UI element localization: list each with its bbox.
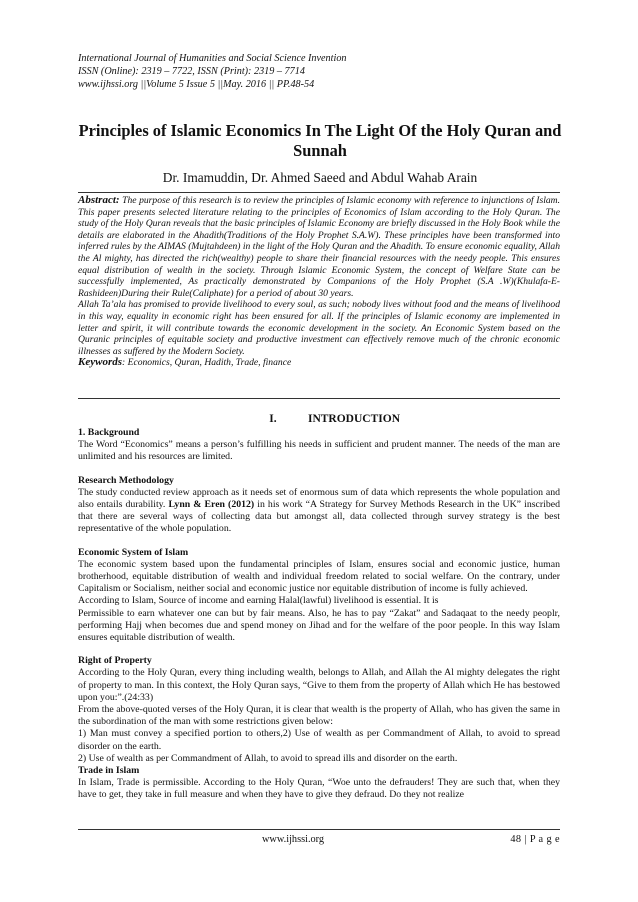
subheading-research-methodology: Research Methodology [78, 474, 174, 486]
paper-authors: Dr. Imamuddin, Dr. Ahmed Saeed and Abdul Wahab Arain [162, 170, 478, 185]
subheading-trade-in-islam: Trade in Islam [78, 765, 140, 777]
paragraph-property-2: From the above-quoted verses of the Holy Quran, it is clear that wealth is the property of Allah, who has given the same in the subordination of the man with some restrictions given below: [78, 704, 560, 728]
abstract-paragraph-2: Allah Ta’ala has promised to provide livelihood to every soul, as such; nobody lives without food and the means of livelihood in this way, equality in economic right has been ensured for all. If the principles of Islamic economy are implemented in letter and spirit, it will contribute towards the economic development in the society. An Economic System based on the Quranic principles of equitable society and productive investment can effectively remove much of the chronic economic illnesses as suffered by the Modern Society. [78, 299, 560, 357]
methodology-text-b: in his work “A Strategy for Survey Methods Research in the UK” inscribed that there are several ways of collecting data but amongst all, data collected through survey strategy is the best representative of the whole population. [78, 499, 561, 535]
section-number: I. [269, 413, 277, 425]
footer-page-number: 48 | P a g e [510, 834, 560, 845]
abstract-bottom-rule [78, 398, 560, 399]
abstract-text-1: The purpose of this research is to review the principles of Islamic economy with reference to injunctions of Islam. This paper presents selected literature relating to the principles of Economics of Islam according to the Holy Quran. The study of the Holy Quran reveals that the basic principles of Islamic Economy are briefly discussed in the Holy Book while the details are elaborated in the Ahadith(Traditions of the Holy Prophet S.A.W). These principles have been transformed into inferred rules by the AIMAS (Mujtahdeen) in the light of the Holy Quran and the Ahadith. To ensure economic equality, Allah the Al mighty, has directed the rich(wealthy) people to share their financial resources with the needy people. This ensures equal distribution of wealth in the society. Through Islamic Economic System, the concept of Welfare State can be successfully implemented, As practically demonstrated by Companions of the Holy Prophet (S.A .W)(Khulafa-E-Rashideen)During their Rule(Caliphate) for a period of about 30 years. [78, 195, 560, 299]
paragraph-property-3: 1) Man must convey a specified portion to others,2) Use of wealth as per Commandment of Allah, to avoid to spread disorder on the earth. [78, 728, 560, 752]
abstract-paragraph-1 [78, 195, 560, 299]
paragraph-economic-system-2: According to Islam, Source of income and earning Halal(lawful) livelihood is essential. It is [78, 595, 439, 607]
journal-header [78, 52, 568, 92]
body-text [78, 427, 560, 802]
keywords-label: Keywords [78, 356, 122, 369]
paragraph-economic-system-3: Permissible to earn whatever one can but by fair means. Also, he has to pay “Zakat” and Sadaqaat to the needy peoplr, performing Hajj when becomes due and spend money on Jihad and for the welfare of the poor people. In this way Islam ensures equitable distribution of wealth. [78, 607, 560, 644]
abstract-label: Abstract: [78, 194, 120, 206]
subheading-right-of-property: Right of Property [78, 655, 152, 667]
keywords-line [78, 357, 560, 369]
paragraph-trade-1: In Islam, Trade is permissible. According to the Holy Quran, “Woe unto the defrauders! They are such that, when they have to get, they take in full measure and when they have to give they defraud. Do they not realize [78, 777, 560, 801]
paragraph-property-1: According to the Holy Quran, every thing including wealth, belongs to Allah, and Allah the Al mighty delegates the right of property to man. In this context, the Holy Quran says, “Give to them from the property of Allah which He has bestowed upon you:”.(24:33) [78, 667, 560, 703]
paragraph-property-4: 2) Use of wealth as per Commandment of Allah, to avoid to spread ills and disorder on the earth. [78, 752, 458, 764]
abstract-top-rule [78, 192, 560, 193]
journal-issn: ISSN (Online): 2319 – 7722, ISSN (Print): 2319 – 7714 [78, 66, 305, 78]
subheading-economic-system: Economic System of Islam [78, 546, 189, 558]
abstract-block [78, 195, 560, 369]
paper-title: Principles of Islamic Economics In The Light Of the Holy Quran and Sunnah [78, 121, 562, 160]
methodology-text-a: The study conducted review approach as it needs set of enormous sum of data which represents the whole population and also entails durability. [78, 486, 560, 511]
paragraph-economic-system-1: The economic system based upon the fundamental principles of Islam, ensures social and economic justice, human brotherhood, equitable distribution of wealth and individual freedom related to social welfare. On the contrary, under Capitalism or Socialism, neither social and economic justice nor equitable distribution of income is fully achieved. [78, 558, 560, 595]
paragraph-background: The Word “Economics” means a person’s fulfilling his needs in sufficient and prudent manner. The needs of the man are unlimited and his resources are limited. [78, 439, 560, 463]
keywords-text: : Economics, Quran, Hadith, Trade, finance [122, 357, 292, 369]
journal-name: International Journal of Humanities and Social Science Invention [78, 53, 347, 64]
subheading-background: 1. Background [78, 427, 140, 438]
citation-lynn-eren: Lynn & Eren (2012) [168, 499, 255, 511]
journal-ref: www.ijhssi.org ||Volume 5 Issue 5 ||May. 2016 || PP.48-54 [78, 79, 315, 91]
section-heading-introduction [78, 413, 560, 425]
footer-website: www.ijhssi.org [262, 834, 325, 845]
footer-rule [78, 829, 560, 830]
section-title: INTRODUCTION [307, 413, 400, 425]
paragraph-research-methodology [78, 487, 560, 536]
